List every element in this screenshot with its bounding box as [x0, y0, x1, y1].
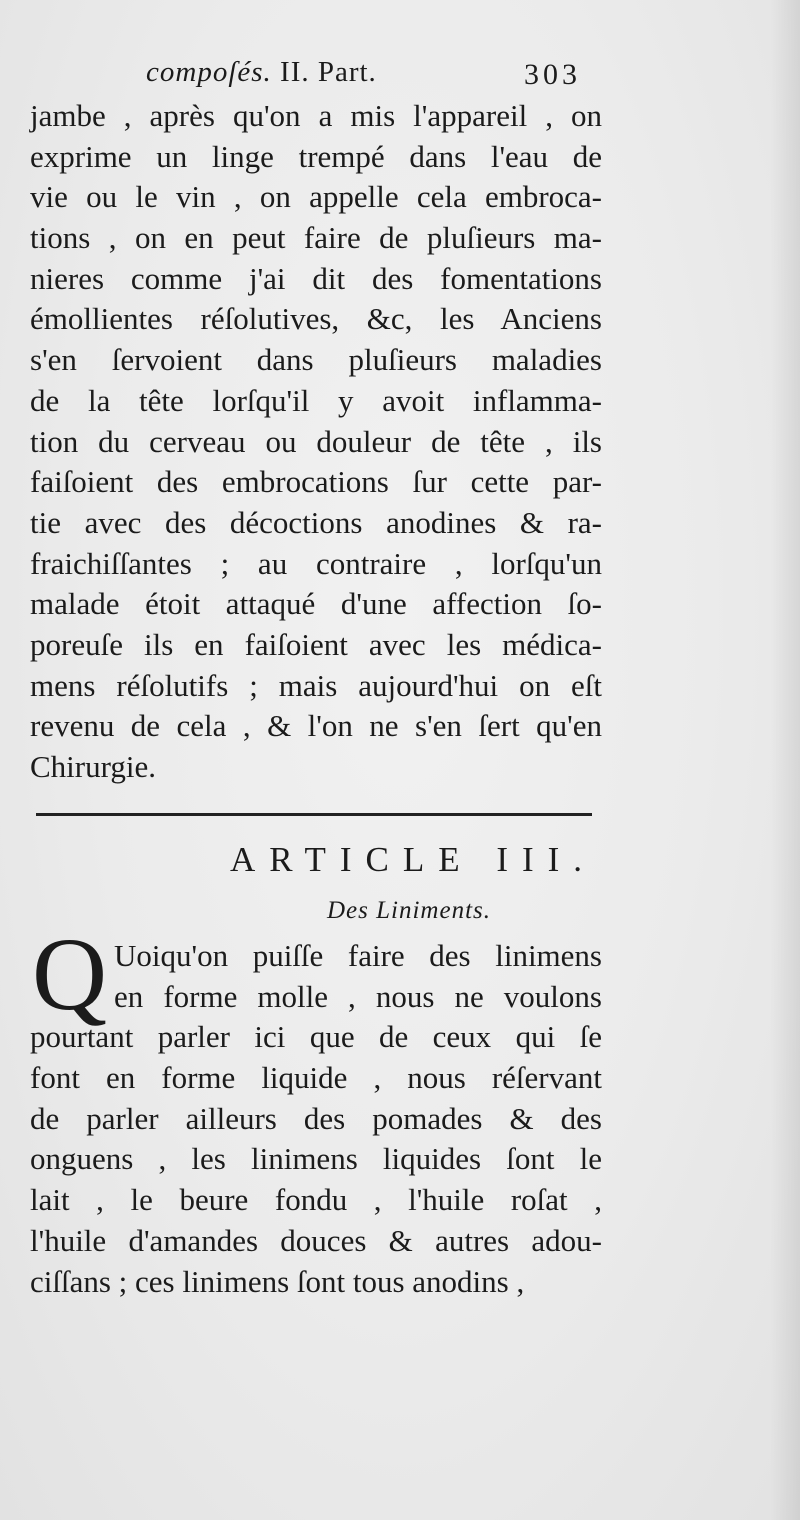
running-head-title-italic: compoſés. — [146, 56, 272, 88]
text-line: onguens , les linimens liquides ſont le — [30, 1141, 602, 1177]
text-line: s'en ſervoient dans pluſieurs maladies — [30, 342, 602, 378]
text-line: faiſoient des embrocations ſur cette par- — [30, 464, 602, 500]
text-line: revenu de cela , & l'on ne s'en ſert qu'en — [30, 708, 602, 744]
text-line: de parler ailleurs des pomades & des — [30, 1100, 602, 1136]
text-line: fraichiſſantes ; au contraire , lorſqu'un — [30, 545, 602, 581]
text-line: exprime un linge trempé dans l'eau de — [30, 138, 602, 174]
page-edge-shadow — [770, 0, 800, 1520]
text-line: de la tête lorſqu'il y avoit inflamma- — [30, 382, 602, 418]
text-line: poreuſe ils en faiſoient avec les médica- — [30, 626, 602, 662]
article-heading: ARTICLE III. — [229, 840, 597, 879]
text-line: Uoiqu'on puiſſe faire des linimens — [114, 938, 602, 973]
article-paragraph — [30, 917, 602, 1302]
text-line: l'huile d'amandes douces & autres adou- — [30, 1222, 602, 1258]
section-rule — [36, 813, 592, 816]
text-line: tie avec des décoctions anodines & ra- — [30, 504, 602, 540]
text-line: tion du cerveau ou douleur de tête , ils — [30, 423, 602, 459]
page-number: 303 — [524, 58, 581, 91]
text-line: émollientes réſolutives, &c, les Anciens — [30, 301, 602, 337]
drop-cap: Q — [32, 917, 108, 1032]
text-line: lait , le beure fondu , l'huile roſat , — [30, 1182, 602, 1218]
running-head-title — [146, 56, 377, 89]
text-line: Chirurgie. — [30, 749, 156, 784]
text-line: vie ou le vin , on appelle cela embroca- — [30, 179, 602, 215]
paragraph-1 — [30, 96, 602, 788]
running-head-title-rest: II. Part. — [271, 56, 377, 88]
text-line: tions , on en peut faire de pluſieurs ma- — [30, 220, 602, 256]
text-line: jambe , après qu'on a mis l'appareil , on — [30, 98, 602, 133]
text-line: ciſſans ; ces linimens ſont tous anodins , — [30, 1263, 525, 1299]
text-line: malade étoit attaqué d'une affection ſo- — [30, 586, 602, 622]
running-head — [146, 56, 606, 96]
text-line: pourtant parler ici que de ceux qui ſe — [30, 1019, 602, 1055]
text-line: font en forme liquide , nous réſervant — [30, 1060, 602, 1096]
article-subheading: Des Liniments. — [327, 897, 491, 924]
text-line: en forme molle , nous ne voulons — [114, 978, 602, 1014]
text-line: nieres comme j'ai dit des fomentations — [30, 260, 602, 296]
text-line: mens réſolutifs ; mais aujourd'hui on eſt — [30, 667, 602, 703]
